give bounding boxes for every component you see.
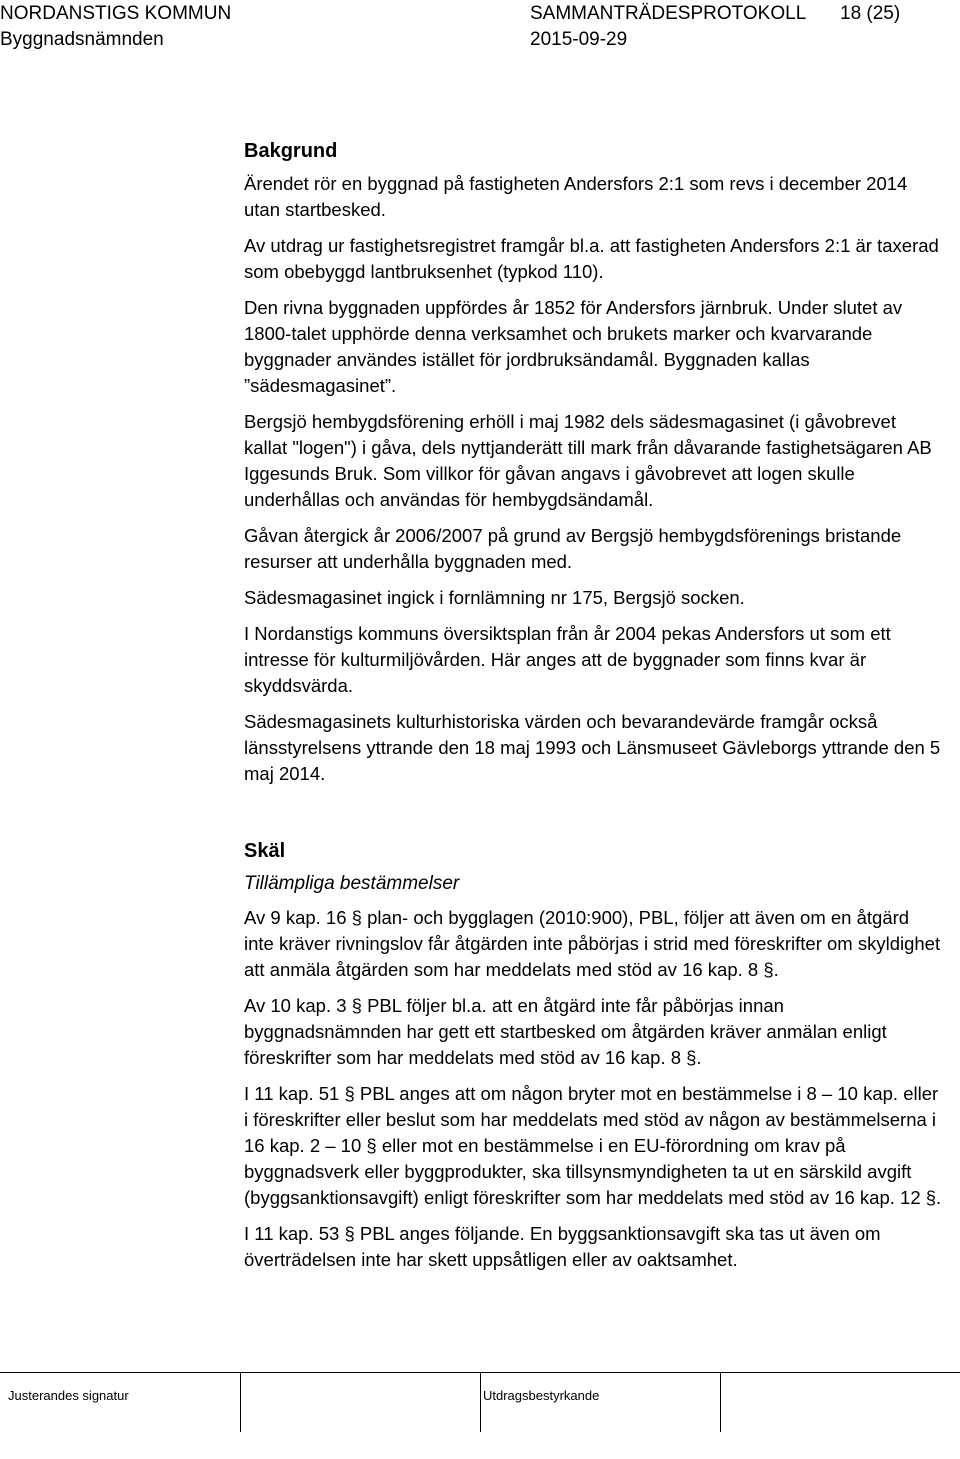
section-spacer [244,797,944,837]
background-paragraph: Bergsjö hembygdsförening erhöll i maj 1982 dels sädesmagasinet (i gåvobrevet kallat "logen") i gåva, dels nyttjanderätt till mark från dåvarande fastighetsägaren AB Iggesunds Bruk. Som villkor för gåvan angavs i gåvobrevet att logen skulle underhållas och användas för hembygdsändamål. [244,411,932,510]
meeting-date: 2015-09-29 [530,29,628,50]
page-header [0,0,960,60]
provision-paragraph: I 11 kap. 53 § PBL anges följande. En byggsanktionsavgift ska tas ut även om överträdelsen inte har skett uppsåtligen eller av oaktsamhet. [244,1223,881,1270]
signature-label: Justerandes signatur [8,1388,129,1403]
extract-verification-label: Utdragsbestyrkande [483,1388,600,1403]
footer-column-divider [720,1372,721,1432]
provision-paragraph: Av 9 kap. 16 § plan- och bygglagen (2010:900), PBL, följer att även om en åtgärd inte kräver rivningslov får åtgärden inte påbörjas i strid med föreskrifter om skyldighet att anmäla åtgärden som har meddelats med stöd av 16 kap. 8 §. [244,907,941,980]
provision-paragraph: Av 10 kap. 3 § PBL följer bl.a. att en åtgärd inte får påbörjas innan byggnadsnämnden har gett ett startbesked om åtgärden kräver anmälan enligt föreskrifter som har meddelats med stöd av 16 kap. 8 §. [244,995,887,1068]
document-body [244,137,944,1283]
provision-paragraph: I 11 kap. 51 § PBL anges att om någon bryter mot en bestämmelse i 8 – 10 kap. eller i föreskrifter eller beslut som har meddelats med stöd av någon av bestämmelserna i 16 kap. 2 – 10 § eller mot en bestämmelse i en EU-förordning om krav på byggnadsverk eller byggprodukter, ska tillsynsmyndigheten ta ut en särskild avgift (byggsanktionsavgift) enligt föreskrifter som har meddelats med stöd av 16 kap. 12 §. [244,1083,942,1208]
footer-column-divider [480,1372,481,1432]
background-paragraph: Av utdrag ur fastighetsregistret framgår bl.a. att fastigheten Andersfors 2:1 är taxerad som obebyggd lantbruksenhet (typkod 110). [244,235,939,282]
background-heading: Bakgrund [244,140,338,162]
reasons-heading: Skäl [244,840,286,862]
background-paragraph: Sädesmagasinets kulturhistoriska värden och bevarandevärde framgår också länsstyrelsens yttrande den 18 maj 1993 och Länsmuseet Gävleborgs yttrande den 5 maj 2014. [244,711,941,784]
organization-name: NORDANSTIGS KOMMUN [0,3,232,24]
protocol-title: SAMMANTRÄDESPROTOKOLL [530,3,807,24]
footer-column-divider [240,1372,241,1432]
background-paragraph: Sädesmagasinet ingick i fornlämning nr 175, Bergsjö socken. [244,587,745,608]
page-number: 18 (25) [840,3,901,24]
applicable-provisions-subheading: Tillämpliga bestämmelser [244,873,460,894]
department-name: Byggnadsnämnden [0,29,164,50]
background-paragraph: I Nordanstigs kommuns översiktsplan från år 2004 pekas Andersfors ut som ett intresse för kulturmiljövården. Här anges att de byggnader som finns kvar är skyddsvärda. [244,623,891,696]
background-paragraph: Ärendet rör en byggnad på fastigheten Andersfors 2:1 som revs i december 2014 utan startbesked. [244,173,908,220]
background-paragraph: Gåvan återgick år 2006/2007 på grund av Bergsjö hembygdsförenings bristande resurser att underhålla byggnaden med. [244,525,902,572]
background-paragraph: Den rivna byggnaden uppfördes år 1852 för Andersfors järnbruk. Under slutet av 1800-talet upphörde denna verksamhet och brukets marker och kvarvarande byggnader användes istället för jordbruksändamål. Byggnaden kallas ”sädesmagasinet”. [244,297,903,396]
